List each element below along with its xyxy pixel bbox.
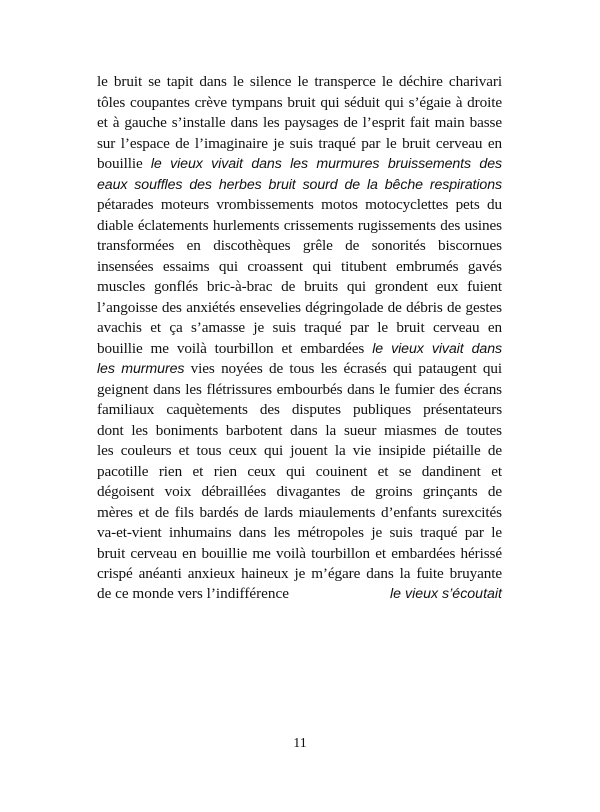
page-number: 11 — [293, 736, 307, 751]
text-segment: tôles coupantes crève tympans bruit qui séduit qui s’égaie à droite — [97, 93, 502, 111]
text-line — [97, 113, 502, 134]
text-line — [97, 380, 502, 401]
italic-segment: eaux souffles des herbes bruit sourd de la bêche respirations — [97, 176, 502, 193]
text-line — [97, 359, 502, 380]
text-line — [97, 462, 502, 483]
italic-segment: le vieux vivait dans — [372, 340, 502, 357]
text-segment: l’angoisse des anxiétés ensevelies dégringolade de débris de gestes — [97, 298, 502, 316]
text-line — [97, 93, 502, 114]
text-line — [97, 298, 502, 319]
text-line — [97, 195, 502, 216]
text-segment: pétarades moteurs vrombissements motos motocyclettes pets du — [97, 196, 502, 213]
text-segment: bouillie — [97, 155, 151, 172]
text-segment: et à gauche s’installe dans les paysages de l’esprit fait main basse — [97, 114, 502, 131]
italic-segment: le vieux vivait dans les murmures bruissements des — [150, 156, 502, 172]
text-line — [97, 564, 502, 585]
text-segment: diable éclatements hurlements crissements rugissements des usines — [97, 216, 502, 234]
text-segment: dont les boniments barbotent dans la sueur miasmes de toutes — [97, 421, 502, 439]
italic-segment: les murmures — [97, 361, 185, 377]
last-line-italic-text: le vieux s’écoutait — [390, 586, 502, 602]
text-line-last — [97, 584, 502, 605]
poem-text-block — [97, 72, 502, 585]
text-line — [97, 154, 502, 175]
text-segment: transformées en discothèques grêle de sonorités biscornues — [97, 237, 502, 254]
text-line — [97, 400, 502, 421]
text-segment: avachis et ça s’amasse je suis traqué par le bruit cerveau en — [97, 319, 502, 336]
text-segment: pacotille rien et rien ceux qui couinent et se dandinent et — [97, 462, 502, 480]
text-line — [97, 72, 502, 93]
text-segment: insensées essaims qui croassent qui titubent embrumés gavés — [97, 257, 502, 275]
text-segment: bruit cerveau en bouillie me voilà tourbillon et embardées hérissé — [97, 544, 502, 562]
text-segment: crispé anéanti anxieux haineux je m’égare dans la fuite bruyante — [97, 565, 502, 582]
text-segment: les couleurs et tous ceux qui jouent la vie insipide piétaille de — [97, 442, 502, 459]
text-line — [97, 339, 502, 360]
text-line — [97, 421, 502, 442]
text-line — [97, 236, 502, 257]
text-segment: muscles gonflés bric-à-brac de bruits qui grondent eux fuient — [97, 278, 502, 295]
text-segment: sur l’espace de l’imaginaire je suis traqué par le bruit cerveau en — [97, 134, 502, 152]
text-line — [97, 503, 502, 524]
text-line — [97, 175, 502, 196]
text-segment: geignent dans les flétrissures embourbés dans le fumier des écrans — [97, 380, 502, 398]
text-segment: va-et-vient inhumains dans les métropoles je suis traqué par le — [97, 524, 502, 541]
last-line-left-text: de ce monde vers l’indifférence — [97, 585, 290, 602]
text-line — [97, 441, 502, 462]
text-line — [97, 523, 502, 544]
text-segment: dégoisent voix débraillées divagantes de groins grinçants de — [97, 483, 502, 500]
text-segment: le bruit se tapit dans le silence le transperce le déchire charivari — [97, 73, 502, 90]
text-line — [97, 318, 502, 339]
text-line — [97, 482, 502, 503]
text-segment: mères et de fils bardés de lards miaulements d’enfants surexcités — [97, 503, 502, 521]
text-segment: vies noyées de tous les écrasés qui pataugent qui — [184, 360, 502, 377]
text-line — [97, 277, 502, 298]
text-segment: bouillie me voilà tourbillon et embardées — [97, 339, 373, 357]
text-segment: familiaux caquètements des disputes publiques présentateurs — [97, 401, 502, 418]
text-line — [97, 216, 502, 237]
text-line — [97, 134, 502, 155]
text-line — [97, 257, 502, 278]
text-line — [97, 544, 502, 565]
